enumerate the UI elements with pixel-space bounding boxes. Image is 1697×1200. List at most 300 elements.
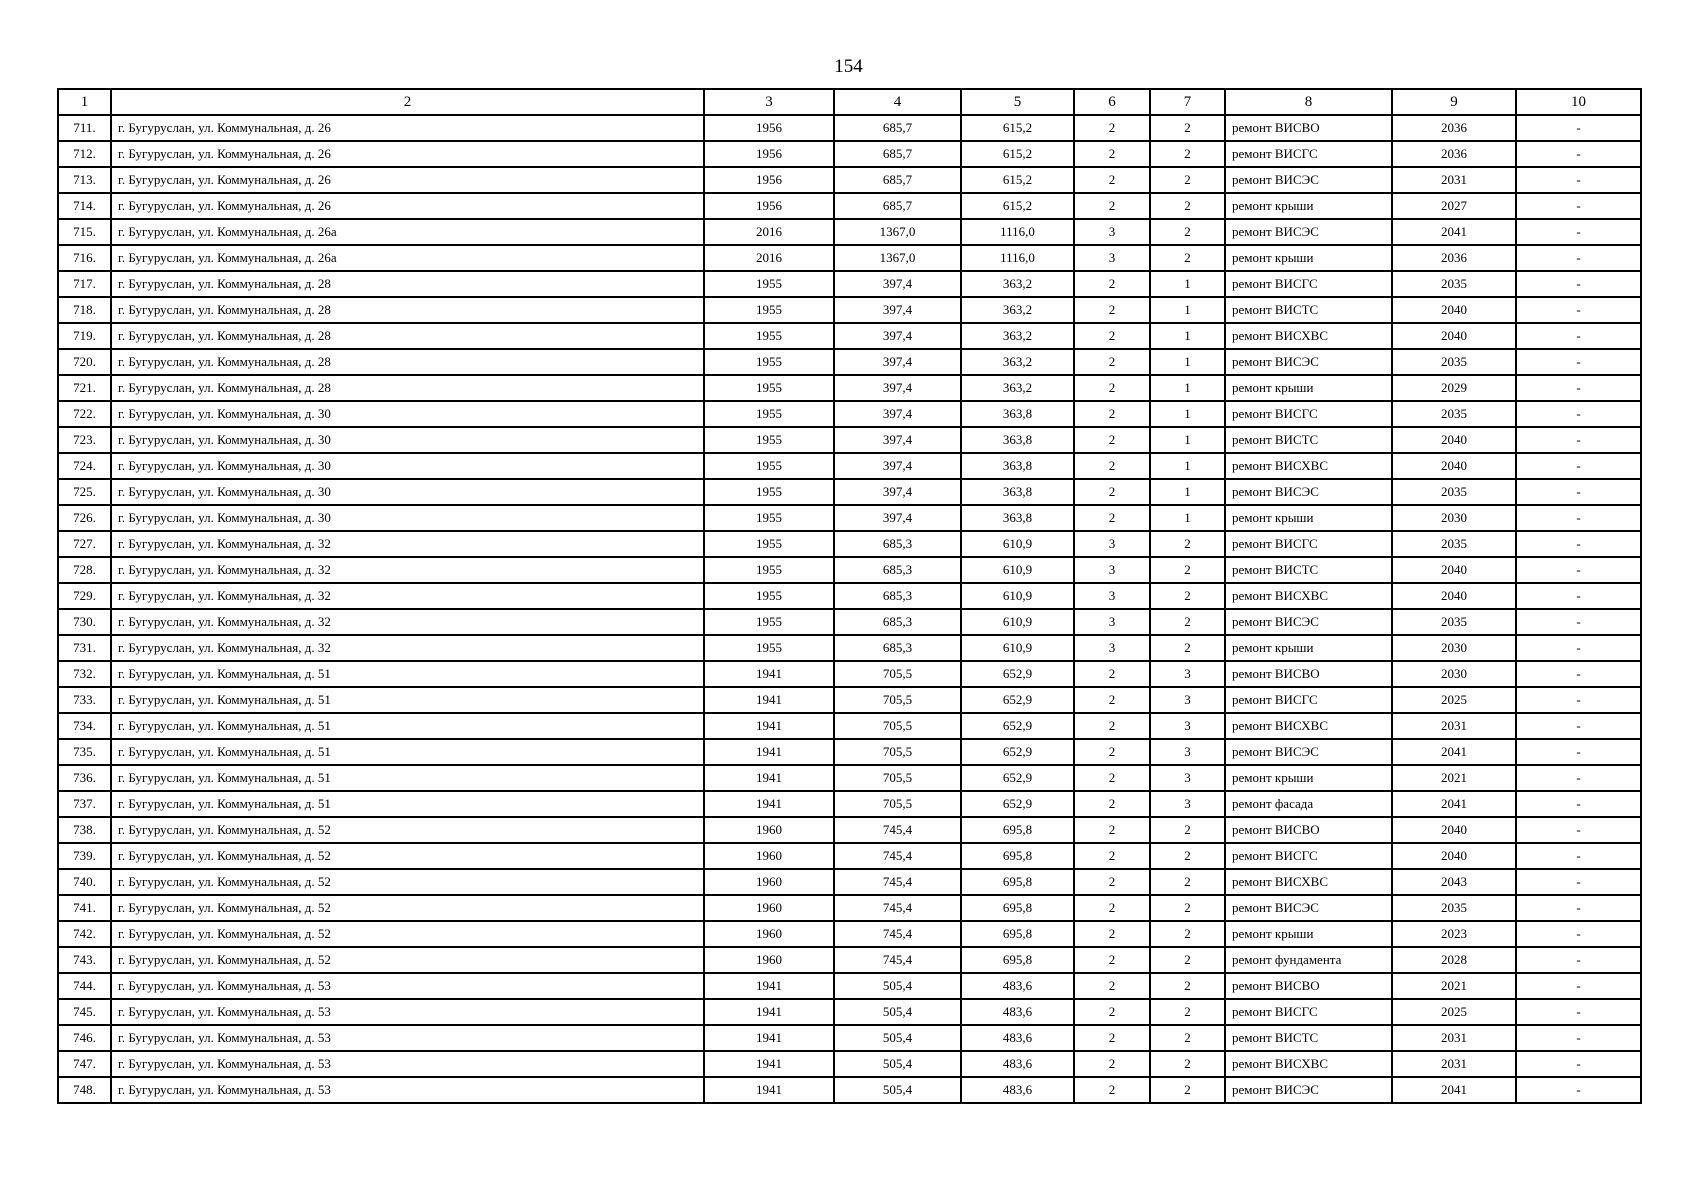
cell-floors: 3 (1074, 609, 1150, 635)
table-row (58, 895, 1641, 921)
cell-living-area: 610,9 (961, 557, 1074, 583)
cell-total-area: 505,4 (834, 1025, 961, 1051)
cell-work-type: ремонт ВИСЭС (1225, 1077, 1392, 1103)
cell-address: г. Бугуруслан, ул. Коммунальная, д. 53 (111, 973, 704, 999)
cell-address: г. Бугуруслан, ул. Коммунальная, д. 51 (111, 713, 704, 739)
cell-living-area: 652,9 (961, 661, 1074, 687)
cell-build-year: 1955 (704, 531, 834, 557)
cell-entrances: 2 (1150, 531, 1225, 557)
cell-living-area: 363,8 (961, 479, 1074, 505)
cell-living-area: 652,9 (961, 687, 1074, 713)
cell-work-type: ремонт крыши (1225, 245, 1392, 271)
cell-floors: 2 (1074, 349, 1150, 375)
cell-planned-year: 2040 (1392, 557, 1516, 583)
cell-planned-year: 2029 (1392, 375, 1516, 401)
cell-total-area: 685,3 (834, 609, 961, 635)
cell-build-year: 1960 (704, 895, 834, 921)
cell-row-number: 717. (58, 271, 111, 297)
cell-planned-year: 2043 (1392, 869, 1516, 895)
cell-build-year: 1955 (704, 557, 834, 583)
cell-entrances: 2 (1150, 141, 1225, 167)
cell-total-area: 397,4 (834, 323, 961, 349)
cell-total-area: 1367,0 (834, 219, 961, 245)
cell-build-year: 1955 (704, 453, 834, 479)
cell-floors: 3 (1074, 531, 1150, 557)
cell-extra: - (1516, 947, 1641, 973)
cell-work-type: ремонт ВИСГС (1225, 843, 1392, 869)
table-row (58, 1051, 1641, 1077)
table-row (58, 1077, 1641, 1103)
cell-work-type: ремонт ВИСЭС (1225, 739, 1392, 765)
cell-planned-year: 2025 (1392, 999, 1516, 1025)
cell-address: г. Бугуруслан, ул. Коммунальная, д. 53 (111, 1025, 704, 1051)
cell-work-type: ремонт ВИСЭС (1225, 609, 1392, 635)
cell-floors: 2 (1074, 661, 1150, 687)
cell-work-type: ремонт ВИСХВС (1225, 869, 1392, 895)
cell-floors: 2 (1074, 973, 1150, 999)
cell-floors: 2 (1074, 141, 1150, 167)
cell-row-number: 715. (58, 219, 111, 245)
cell-entrances: 1 (1150, 401, 1225, 427)
table-row (58, 323, 1641, 349)
cell-work-type: ремонт ВИСВО (1225, 973, 1392, 999)
cell-floors: 2 (1074, 1077, 1150, 1103)
cell-entrances: 2 (1150, 1051, 1225, 1077)
cell-work-type: ремонт фундамента (1225, 947, 1392, 973)
cell-address: г. Бугуруслан, ул. Коммунальная, д. 28 (111, 349, 704, 375)
header-col-3: 3 (704, 89, 834, 115)
cell-total-area: 685,7 (834, 167, 961, 193)
cell-row-number: 733. (58, 687, 111, 713)
table-row (58, 947, 1641, 973)
table-row (58, 453, 1641, 479)
cell-build-year: 1955 (704, 401, 834, 427)
cell-total-area: 745,4 (834, 869, 961, 895)
cell-extra: - (1516, 323, 1641, 349)
cell-build-year: 1955 (704, 427, 834, 453)
cell-extra: - (1516, 193, 1641, 219)
cell-living-area: 483,6 (961, 1077, 1074, 1103)
cell-build-year: 1941 (704, 661, 834, 687)
cell-build-year: 1956 (704, 193, 834, 219)
cell-total-area: 397,4 (834, 271, 961, 297)
cell-build-year: 1955 (704, 635, 834, 661)
cell-total-area: 745,4 (834, 947, 961, 973)
cell-total-area: 745,4 (834, 843, 961, 869)
cell-work-type: ремонт ВИСЭС (1225, 219, 1392, 245)
cell-address: г. Бугуруслан, ул. Коммунальная, д. 51 (111, 687, 704, 713)
cell-total-area: 685,3 (834, 635, 961, 661)
table-row (58, 505, 1641, 531)
cell-living-area: 610,9 (961, 531, 1074, 557)
cell-address: г. Бугуруслан, ул. Коммунальная, д. 28 (111, 297, 704, 323)
page-number: 154 (834, 56, 863, 77)
cell-entrances: 1 (1150, 427, 1225, 453)
table-row (58, 297, 1641, 323)
cell-entrances: 1 (1150, 479, 1225, 505)
cell-floors: 3 (1074, 635, 1150, 661)
cell-entrances: 1 (1150, 349, 1225, 375)
cell-entrances: 2 (1150, 219, 1225, 245)
cell-extra: - (1516, 349, 1641, 375)
cell-planned-year: 2040 (1392, 323, 1516, 349)
cell-work-type: ремонт ВИСЭС (1225, 349, 1392, 375)
cell-entrances: 3 (1150, 661, 1225, 687)
cell-living-area: 615,2 (961, 115, 1074, 141)
cell-build-year: 1960 (704, 843, 834, 869)
cell-living-area: 1116,0 (961, 219, 1074, 245)
cell-living-area: 652,9 (961, 739, 1074, 765)
cell-total-area: 685,7 (834, 115, 961, 141)
table-row (58, 843, 1641, 869)
cell-total-area: 397,4 (834, 297, 961, 323)
cell-extra: - (1516, 661, 1641, 687)
cell-work-type: ремонт ВИСТС (1225, 557, 1392, 583)
cell-planned-year: 2040 (1392, 297, 1516, 323)
cell-entrances: 1 (1150, 453, 1225, 479)
cell-work-type: ремонт крыши (1225, 921, 1392, 947)
cell-address: г. Бугуруслан, ул. Коммунальная, д. 52 (111, 895, 704, 921)
cell-build-year: 1941 (704, 973, 834, 999)
table-row (58, 115, 1641, 141)
cell-address: г. Бугуруслан, ул. Коммунальная, д. 52 (111, 869, 704, 895)
header-col-2: 2 (111, 89, 704, 115)
cell-total-area: 397,4 (834, 453, 961, 479)
cell-work-type: ремонт ВИСГС (1225, 141, 1392, 167)
cell-work-type: ремонт крыши (1225, 765, 1392, 791)
cell-address: г. Бугуруслан, ул. Коммунальная, д. 28 (111, 375, 704, 401)
cell-planned-year: 2027 (1392, 193, 1516, 219)
cell-row-number: 745. (58, 999, 111, 1025)
cell-living-area: 363,2 (961, 349, 1074, 375)
cell-floors: 2 (1074, 297, 1150, 323)
cell-living-area: 610,9 (961, 635, 1074, 661)
cell-extra: - (1516, 1051, 1641, 1077)
cell-living-area: 610,9 (961, 609, 1074, 635)
cell-build-year: 1960 (704, 921, 834, 947)
cell-planned-year: 2030 (1392, 635, 1516, 661)
cell-address: г. Бугуруслан, ул. Коммунальная, д. 52 (111, 817, 704, 843)
cell-extra: - (1516, 479, 1641, 505)
cell-entrances: 2 (1150, 947, 1225, 973)
cell-entrances: 2 (1150, 193, 1225, 219)
cell-floors: 3 (1074, 219, 1150, 245)
table-row (58, 375, 1641, 401)
cell-work-type: ремонт крыши (1225, 375, 1392, 401)
cell-row-number: 735. (58, 739, 111, 765)
cell-address: г. Бугуруслан, ул. Коммунальная, д. 30 (111, 479, 704, 505)
cell-total-area: 397,4 (834, 479, 961, 505)
cell-living-area: 363,2 (961, 271, 1074, 297)
cell-build-year: 1960 (704, 947, 834, 973)
table-row (58, 479, 1641, 505)
cell-row-number: 747. (58, 1051, 111, 1077)
table-body (58, 115, 1641, 1103)
cell-build-year: 1941 (704, 791, 834, 817)
cell-planned-year: 2023 (1392, 921, 1516, 947)
cell-planned-year: 2035 (1392, 895, 1516, 921)
cell-living-area: 695,8 (961, 921, 1074, 947)
cell-build-year: 1955 (704, 349, 834, 375)
cell-row-number: 720. (58, 349, 111, 375)
cell-planned-year: 2030 (1392, 661, 1516, 687)
cell-total-area: 397,4 (834, 401, 961, 427)
cell-entrances: 2 (1150, 1025, 1225, 1051)
cell-planned-year: 2040 (1392, 843, 1516, 869)
cell-build-year: 1955 (704, 609, 834, 635)
cell-row-number: 719. (58, 323, 111, 349)
cell-entrances: 3 (1150, 765, 1225, 791)
cell-work-type: ремонт крыши (1225, 193, 1392, 219)
cell-row-number: 716. (58, 245, 111, 271)
cell-work-type: ремонт ВИСГС (1225, 999, 1392, 1025)
cell-total-area: 705,5 (834, 661, 961, 687)
cell-row-number: 739. (58, 843, 111, 869)
cell-planned-year: 2035 (1392, 609, 1516, 635)
cell-floors: 2 (1074, 167, 1150, 193)
cell-total-area: 705,5 (834, 765, 961, 791)
cell-planned-year: 2041 (1392, 791, 1516, 817)
cell-extra: - (1516, 531, 1641, 557)
table-row (58, 271, 1641, 297)
cell-address: г. Бугуруслан, ул. Коммунальная, д. 30 (111, 401, 704, 427)
cell-planned-year: 2035 (1392, 271, 1516, 297)
cell-build-year: 2016 (704, 245, 834, 271)
cell-planned-year: 2040 (1392, 583, 1516, 609)
cell-floors: 2 (1074, 843, 1150, 869)
cell-row-number: 742. (58, 921, 111, 947)
cell-total-area: 397,4 (834, 375, 961, 401)
cell-entrances: 3 (1150, 791, 1225, 817)
cell-work-type: ремонт ВИСТС (1225, 297, 1392, 323)
cell-address: г. Бугуруслан, ул. Коммунальная, д. 26 (111, 141, 704, 167)
cell-floors: 2 (1074, 687, 1150, 713)
table-row (58, 141, 1641, 167)
table-row (58, 817, 1641, 843)
cell-address: г. Бугуруслан, ул. Коммунальная, д. 30 (111, 427, 704, 453)
cell-build-year: 1941 (704, 739, 834, 765)
cell-living-area: 695,8 (961, 947, 1074, 973)
cell-planned-year: 2021 (1392, 973, 1516, 999)
cell-row-number: 746. (58, 1025, 111, 1051)
cell-row-number: 726. (58, 505, 111, 531)
cell-build-year: 1955 (704, 323, 834, 349)
header-col-6: 6 (1074, 89, 1150, 115)
cell-living-area: 363,2 (961, 297, 1074, 323)
cell-floors: 2 (1074, 193, 1150, 219)
cell-row-number: 737. (58, 791, 111, 817)
cell-build-year: 2016 (704, 219, 834, 245)
cell-entrances: 2 (1150, 895, 1225, 921)
cell-entrances: 1 (1150, 323, 1225, 349)
cell-entrances: 2 (1150, 583, 1225, 609)
header-col-4: 4 (834, 89, 961, 115)
cell-build-year: 1955 (704, 297, 834, 323)
cell-total-area: 705,5 (834, 791, 961, 817)
cell-extra: - (1516, 245, 1641, 271)
table-row (58, 1025, 1641, 1051)
cell-row-number: 721. (58, 375, 111, 401)
cell-total-area: 705,5 (834, 687, 961, 713)
cell-entrances: 2 (1150, 921, 1225, 947)
cell-living-area: 695,8 (961, 817, 1074, 843)
cell-entrances: 2 (1150, 999, 1225, 1025)
cell-entrances: 2 (1150, 1077, 1225, 1103)
cell-floors: 2 (1074, 921, 1150, 947)
cell-build-year: 1941 (704, 687, 834, 713)
cell-extra: - (1516, 453, 1641, 479)
cell-work-type: ремонт ВИСГС (1225, 401, 1392, 427)
cell-build-year: 1955 (704, 479, 834, 505)
cell-row-number: 741. (58, 895, 111, 921)
cell-row-number: 728. (58, 557, 111, 583)
cell-entrances: 2 (1150, 115, 1225, 141)
table-row (58, 193, 1641, 219)
cell-total-area: 705,5 (834, 739, 961, 765)
cell-total-area: 745,4 (834, 817, 961, 843)
cell-work-type: ремонт ВИСЭС (1225, 479, 1392, 505)
cell-total-area: 397,4 (834, 349, 961, 375)
cell-floors: 2 (1074, 1025, 1150, 1051)
cell-extra: - (1516, 765, 1641, 791)
cell-build-year: 1941 (704, 1025, 834, 1051)
cell-entrances: 3 (1150, 739, 1225, 765)
cell-living-area: 483,6 (961, 1025, 1074, 1051)
cell-planned-year: 2041 (1392, 219, 1516, 245)
cell-work-type: ремонт ВИСТС (1225, 1025, 1392, 1051)
header-col-8: 8 (1225, 89, 1392, 115)
cell-living-area: 610,9 (961, 583, 1074, 609)
header-col-9: 9 (1392, 89, 1516, 115)
cell-planned-year: 2041 (1392, 739, 1516, 765)
cell-total-area: 685,7 (834, 193, 961, 219)
cell-build-year: 1955 (704, 583, 834, 609)
cell-living-area: 652,9 (961, 791, 1074, 817)
cell-planned-year: 2036 (1392, 115, 1516, 141)
cell-living-area: 695,8 (961, 843, 1074, 869)
cell-work-type: ремонт ВИСХВС (1225, 323, 1392, 349)
table-row (58, 791, 1641, 817)
cell-work-type: ремонт ВИСГС (1225, 271, 1392, 297)
cell-planned-year: 2036 (1392, 141, 1516, 167)
cell-build-year: 1941 (704, 1077, 834, 1103)
cell-extra: - (1516, 115, 1641, 141)
cell-extra: - (1516, 609, 1641, 635)
cell-build-year: 1941 (704, 999, 834, 1025)
cell-address: г. Бугуруслан, ул. Коммунальная, д. 28 (111, 323, 704, 349)
cell-extra: - (1516, 1025, 1641, 1051)
cell-row-number: 743. (58, 947, 111, 973)
cell-extra: - (1516, 505, 1641, 531)
cell-entrances: 1 (1150, 505, 1225, 531)
cell-extra: - (1516, 895, 1641, 921)
table-row (58, 167, 1641, 193)
cell-row-number: 723. (58, 427, 111, 453)
cell-extra: - (1516, 271, 1641, 297)
header-col-5: 5 (961, 89, 1074, 115)
cell-address: г. Бугуруслан, ул. Коммунальная, д. 53 (111, 1051, 704, 1077)
cell-address: г. Бугуруслан, ул. Коммунальная, д. 51 (111, 791, 704, 817)
cell-floors: 2 (1074, 271, 1150, 297)
cell-floors: 2 (1074, 999, 1150, 1025)
cell-living-area: 363,8 (961, 427, 1074, 453)
table-row (58, 973, 1641, 999)
cell-address: г. Бугуруслан, ул. Коммунальная, д. 53 (111, 1077, 704, 1103)
cell-floors: 2 (1074, 505, 1150, 531)
table-row (58, 219, 1641, 245)
cell-total-area: 505,4 (834, 999, 961, 1025)
cell-living-area: 363,2 (961, 323, 1074, 349)
cell-build-year: 1956 (704, 141, 834, 167)
repair-schedule-table (57, 88, 1642, 1104)
cell-extra: - (1516, 687, 1641, 713)
cell-extra: - (1516, 817, 1641, 843)
cell-planned-year: 2040 (1392, 427, 1516, 453)
cell-build-year: 1956 (704, 167, 834, 193)
cell-entrances: 2 (1150, 635, 1225, 661)
cell-planned-year: 2035 (1392, 401, 1516, 427)
cell-work-type: ремонт ВИСГС (1225, 687, 1392, 713)
cell-living-area: 695,8 (961, 895, 1074, 921)
cell-work-type: ремонт ВИСЭС (1225, 167, 1392, 193)
cell-total-area: 505,4 (834, 1051, 961, 1077)
cell-address: г. Бугуруслан, ул. Коммунальная, д. 53 (111, 999, 704, 1025)
cell-entrances: 2 (1150, 557, 1225, 583)
cell-build-year: 1941 (704, 713, 834, 739)
cell-living-area: 483,6 (961, 999, 1074, 1025)
cell-planned-year: 2041 (1392, 1077, 1516, 1103)
cell-planned-year: 2031 (1392, 713, 1516, 739)
cell-planned-year: 2040 (1392, 817, 1516, 843)
cell-entrances: 2 (1150, 817, 1225, 843)
cell-address: г. Бугуруслан, ул. Коммунальная, д. 51 (111, 661, 704, 687)
cell-total-area: 685,3 (834, 557, 961, 583)
table-row (58, 557, 1641, 583)
cell-row-number: 731. (58, 635, 111, 661)
cell-total-area: 685,3 (834, 531, 961, 557)
cell-living-area: 363,2 (961, 375, 1074, 401)
cell-entrances: 2 (1150, 869, 1225, 895)
cell-living-area: 483,6 (961, 973, 1074, 999)
cell-row-number: 736. (58, 765, 111, 791)
cell-extra: - (1516, 843, 1641, 869)
cell-build-year: 1955 (704, 271, 834, 297)
cell-address: г. Бугуруслан, ул. Коммунальная, д. 32 (111, 609, 704, 635)
cell-total-area: 505,4 (834, 1077, 961, 1103)
cell-living-area: 483,6 (961, 1051, 1074, 1077)
cell-floors: 2 (1074, 479, 1150, 505)
cell-extra: - (1516, 973, 1641, 999)
cell-address: г. Бугуруслан, ул. Коммунальная, д. 26а (111, 245, 704, 271)
cell-extra: - (1516, 583, 1641, 609)
cell-row-number: 732. (58, 661, 111, 687)
cell-build-year: 1956 (704, 115, 834, 141)
cell-floors: 2 (1074, 739, 1150, 765)
cell-work-type: ремонт ВИСХВС (1225, 1051, 1392, 1077)
cell-planned-year: 2021 (1392, 765, 1516, 791)
cell-row-number: 711. (58, 115, 111, 141)
cell-planned-year: 2028 (1392, 947, 1516, 973)
cell-total-area: 1367,0 (834, 245, 961, 271)
cell-entrances: 1 (1150, 297, 1225, 323)
cell-row-number: 718. (58, 297, 111, 323)
cell-extra: - (1516, 427, 1641, 453)
cell-address: г. Бугуруслан, ул. Коммунальная, д. 28 (111, 271, 704, 297)
cell-floors: 2 (1074, 765, 1150, 791)
cell-extra: - (1516, 141, 1641, 167)
cell-floors: 2 (1074, 375, 1150, 401)
cell-work-type: ремонт ВИСХВС (1225, 583, 1392, 609)
